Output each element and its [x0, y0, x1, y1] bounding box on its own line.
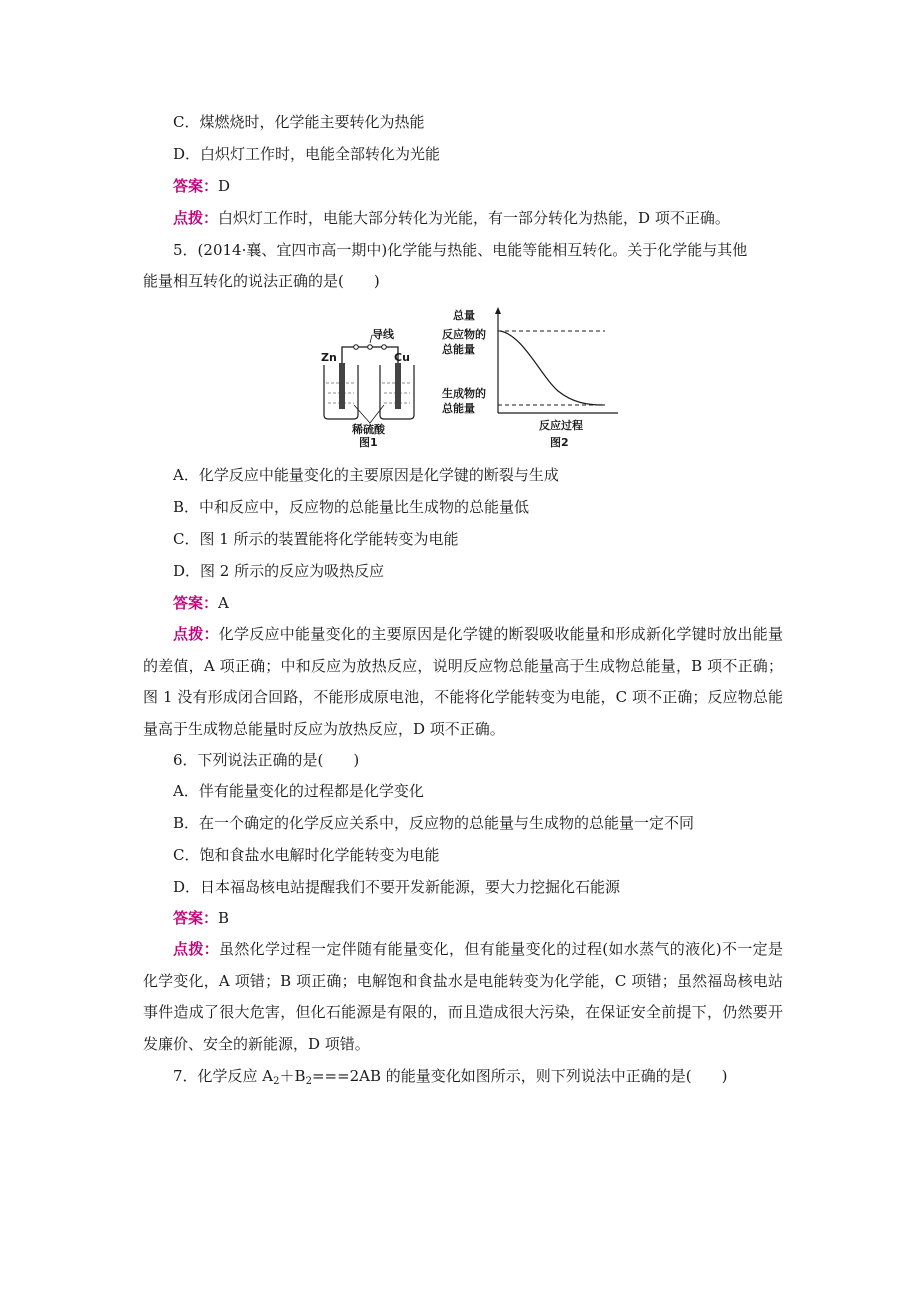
answer-label: 答案： — [173, 594, 219, 612]
q5-option-b: B．中和反应中，反应物的总能量比生成物的总能量低 — [173, 498, 530, 516]
fig1-acid-label: 稀硫酸 — [352, 423, 385, 436]
fig2-product-label-2: 总能量 — [442, 402, 475, 415]
acid-pointer — [370, 405, 384, 423]
fig2-y-axis-label: 总量 — [453, 309, 475, 322]
q7-stem-prefix: 7．化学反应 A — [173, 1067, 274, 1085]
hint-text: 白炽灯工作时，电能大部分转化为光能，有一部分转化为热能，D 项不正确。 — [218, 209, 730, 227]
answer-value: B — [218, 909, 230, 927]
q7-subscript-b: 2 — [305, 1076, 312, 1087]
q7-subscript-a: 2 — [273, 1076, 280, 1087]
zn-electrode — [339, 363, 345, 409]
wire-node — [382, 345, 387, 350]
figure1-apparatus — [324, 335, 414, 423]
q4-hint — [173, 208, 730, 228]
q7-plus-b: ＋B — [279, 1067, 306, 1085]
fig2-product-label-1: 生成物的 — [442, 387, 486, 400]
q6-option-d: D．日本福岛核电站提醒我们不要开发新能源，要大力挖掘化石能源 — [173, 878, 621, 896]
q6-hint — [143, 934, 783, 1060]
q5-option-c: C．图 1 所示的装置能将化学能转变为电能 — [173, 530, 459, 548]
hint-text: 化学反应中能量变化的主要原因是化学键的断裂吸收能量和形成新化学键时放出能量的差值，A 项正确；中和反应为放热反应，说明反应物总能量高于生成物总能量，B 项不正确；图 1 没有形成闭合回路，不能形成原电池，不能将化学能转变为电能，C 项不正确；反应物总能量高于生成物总能量时反应为放热反应，D 项不正确。 — [143, 625, 783, 738]
q5-option-d: D．图 2 所示的反应为吸热反应 — [173, 562, 385, 580]
answer-value: D — [218, 177, 231, 195]
fig2-caption: 图2 — [550, 436, 569, 449]
hint-text: 虽然化学过程一定伴随有能量变化，但有能量变化的过程(如水蒸气的液化)不一定是化学变化，A 项错；B 项正确；电解饱和食盐水是电能转变为化学能，C 项错；虽然福岛核电站事件造成了很大危害，但化石能源是有限的，而且造成很大污染，在保证安全前提下，仍然要开发廉价、安全的新能源，D 项错。 — [143, 940, 783, 1053]
answer-value: A — [218, 594, 229, 612]
q4-option-c: C．煤燃烧时，化学能主要转化为热能 — [173, 113, 425, 131]
y-axis-arrow — [495, 307, 501, 314]
q7-stem — [173, 1066, 728, 1092]
fig1-caption: 图1 — [359, 436, 378, 449]
q5-hint — [143, 619, 783, 745]
figure2-energy-chart — [495, 307, 618, 416]
fig1-wire-label: 导线 — [372, 328, 394, 341]
q5-figures — [318, 305, 618, 455]
fig1-cu-label: Cu — [394, 351, 410, 364]
fig2-reactant-label-2: 总能量 — [442, 343, 475, 356]
q6-answer — [173, 908, 229, 928]
hint-label: 点拨： — [173, 940, 219, 958]
wire-node — [368, 345, 373, 350]
q5-stem-line1: 5．(2014·襄、宜四市高一期中)化学能与热能、电能等能相互转化。关于化学能与其他 — [173, 241, 748, 259]
q6-stem: 6．下列说法正确的是( ) — [173, 751, 360, 769]
energy-curve — [500, 331, 603, 405]
hint-label: 点拨： — [173, 209, 219, 227]
q6-option-b: B．在一个确定的化学反应关系中，反应物的总能量与生成物的总能量一定不同 — [173, 814, 695, 832]
fig2-x-axis-label: 反应过程 — [539, 419, 583, 432]
q6-option-c: C．饱和食盐水电解时化学能转变为电能 — [173, 846, 440, 864]
fig1-zn-label: Zn — [321, 351, 337, 364]
q4-option-d: D．白炽灯工作时，电能全部转化为光能 — [173, 145, 441, 163]
fig2-reactant-label-1: 反应物的 — [442, 328, 486, 341]
answer-label: 答案： — [173, 177, 219, 195]
acid-pointer — [354, 405, 370, 423]
wire — [342, 347, 398, 373]
q6-option-a: A．伴有能量变化的过程都是化学变化 — [173, 782, 424, 800]
wire-node — [354, 345, 359, 350]
answer-label: 答案： — [173, 909, 219, 927]
hint-label: 点拨： — [173, 625, 219, 643]
q5-option-a: A．化学反应中能量变化的主要原因是化学键的断裂与生成 — [173, 466, 559, 484]
cu-electrode — [395, 363, 401, 409]
q5-stem-line2: 能量相互转化的说法正确的是( ) — [143, 272, 380, 290]
q5-answer — [173, 593, 229, 613]
q4-answer — [173, 176, 230, 196]
q7-stem-suffix: ===2AB 的能量变化如图所示，则下列说法中正确的是( ) — [311, 1067, 728, 1085]
